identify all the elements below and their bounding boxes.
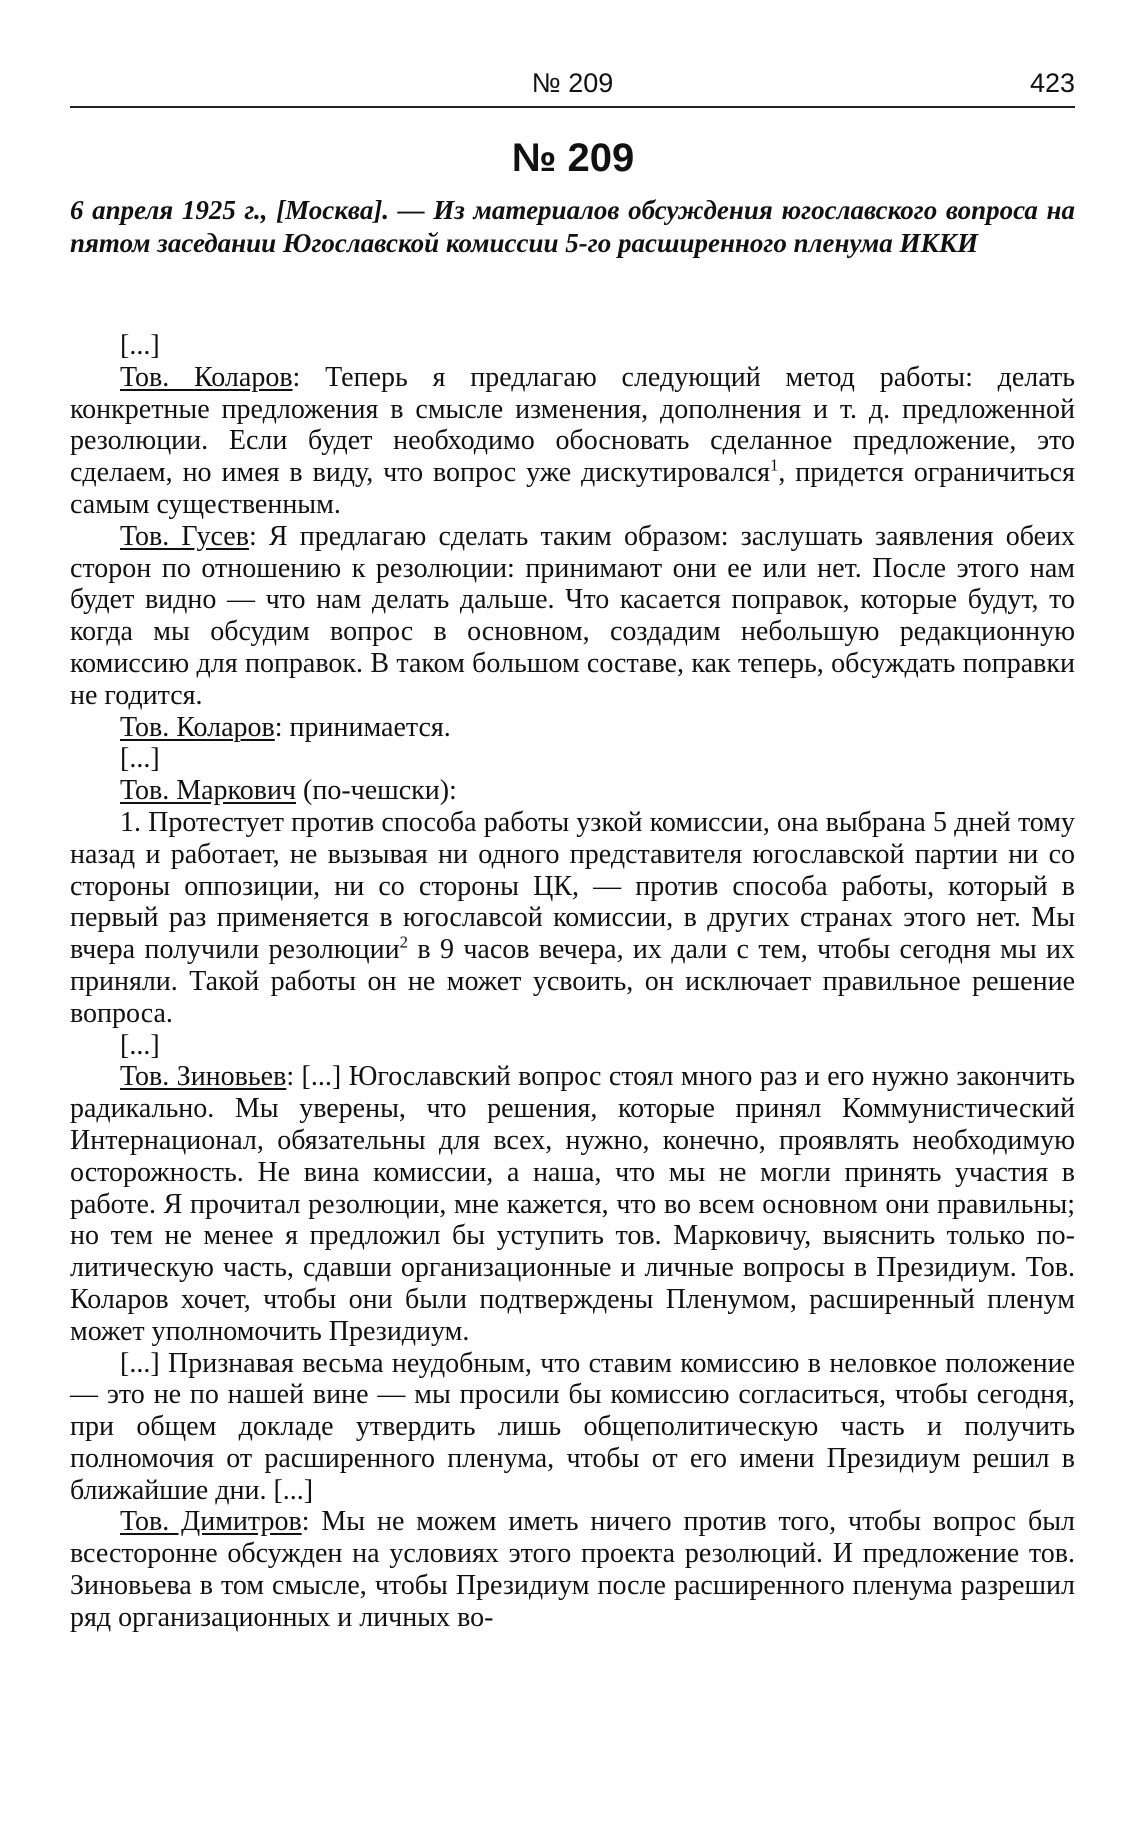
paragraph-dimitrov bbox=[70, 1506, 1075, 1633]
speaker-kolarov: Тов. Коларов bbox=[120, 361, 293, 393]
speaker-dimitrov: Тов. Димитров bbox=[120, 1506, 302, 1538]
paragraph-text: : [...] Югославский вопрос стоял много раз и его нужно закончить радикально. Мы уверены, что решения, которые принял Коммунистический Интернационал, обязательны для всех, нужно, конечно, проявлять необходимую осторожность. Не вина комиссии, а наша, что мы не могли принять участия в работе. Я прочитал резолюции, мне кажется, что во всем основном они правильны; но тем не менее я предложил бы уступить тов. Марковичу, выяснить только политическую часть, сдавши организационные и личные вопросы в Президиум. Тов. Коларов хочет, чтобы они были подтверждены Пленумом, расширенный пленум может уполномочить Президиум. bbox=[70, 1061, 1075, 1347]
running-header-doc-ref: № 209 bbox=[531, 68, 614, 98]
paragraph-zinoviev-continued: [...] Признавая весьма неудобным, что ставим комиссию в неловкое положение — это не по нашей вине — мы просили бы комиссию согласиться, чтобы сегодня, при общем докладе утвердить лишь общеполитическую часть и получить полномочия от расширенного пленума, чтобы от его имени Президиум решил в ближайшие дни. [...] bbox=[70, 1347, 1075, 1506]
paragraph-text: 1. Протестует против способа работы узкой комиссии, она выбрана 5 дней тому назад и работает, не вызывая ни одного представителя югославской партии ни со стороны оппозиции, ни со стороны ЦК, — против способа работы, который в первый раз применяется в югославсой комиссии, в других странах этого нет. Мы вчера получили резолюции bbox=[70, 806, 1075, 966]
paragraph-kolarov-2 bbox=[70, 712, 1075, 744]
paragraph-markovich-protest bbox=[70, 807, 1075, 1030]
speaker-zinoviev: Тов. Зиновьев bbox=[120, 1061, 287, 1093]
paragraph-text: в 9 часов вечера, их дали с тем, чтобы сегодня мы их приняли. Такой работы он не может усвоить, он исключает правильное решение вопроса. bbox=[70, 934, 1076, 1029]
footnote-ref-2: 2 bbox=[399, 932, 408, 952]
paragraph-ellipsis-3: [...] bbox=[120, 1029, 160, 1061]
paragraph-text: : принимается. bbox=[274, 711, 451, 743]
page-number: 423 bbox=[1029, 68, 1075, 98]
paragraph-ellipsis-1: [...] bbox=[120, 330, 160, 361]
paragraph-text: , придется ограничиться самым существенным. bbox=[70, 457, 1075, 520]
paragraph-ellipsis-2: [...] bbox=[120, 743, 160, 775]
paragraph-gusev bbox=[70, 521, 1075, 712]
paragraph-zinoviev bbox=[70, 1061, 1075, 1347]
paragraph-text: : Теперь я предлагаю следующий метод работы: делать конкретные предложения в смысле изменения, дополнения и т. д. предложенной резолюции. Если будет необходимо обосновать сделанное предложение, это сделаем, но имея в виду, что вопрос уже дискутировался bbox=[70, 361, 1075, 489]
footnote-ref-1: 1 bbox=[769, 455, 779, 475]
paragraph-text: (по-чешски): bbox=[296, 775, 457, 807]
paragraph-text: : Я предлагаю сделать таким образом: заслушать заявления обеих сторон по отношению к резолюции: принимают они ее или нет. После этого нам будет видно — что нам делать дальше. Что касается поправок, которые будут, то когда мы обсудим вопрос в основном, создадим небольшую редакционную комиссию для поправок. В таком большом составе, как теперь, обсуждать поправки не годится. bbox=[70, 520, 1075, 711]
speaker-gusev: Тов. Гусев bbox=[120, 520, 249, 552]
speaker-kolarov: Тов. Коларов bbox=[120, 711, 275, 743]
document-heading: 6 апреля 1925 г., [Москва]. — Из материалов обсуждения югославского вопроса на пятом заседании Югославской комиссии 5-го расширенного пленума ИККИ bbox=[70, 195, 1075, 258]
running-header bbox=[70, 60, 1075, 108]
paragraph-text: : Мы не можем иметь ничего против того, чтобы вопрос был всесторонне обсужден на условиях этого проекта резолюций. И предложение тов. Зиновьева в том смысле, чтобы Президиум после расширенного пленума разрешил ряд организационных и личных во- bbox=[70, 1506, 1075, 1633]
paragraph-kolarov-1 bbox=[70, 362, 1075, 521]
document-number: № 209 bbox=[511, 136, 635, 180]
speaker-markovich: Тов. Маркович bbox=[120, 775, 297, 807]
document-body bbox=[70, 330, 1075, 1634]
paragraph-markovich-intro bbox=[70, 775, 1075, 807]
